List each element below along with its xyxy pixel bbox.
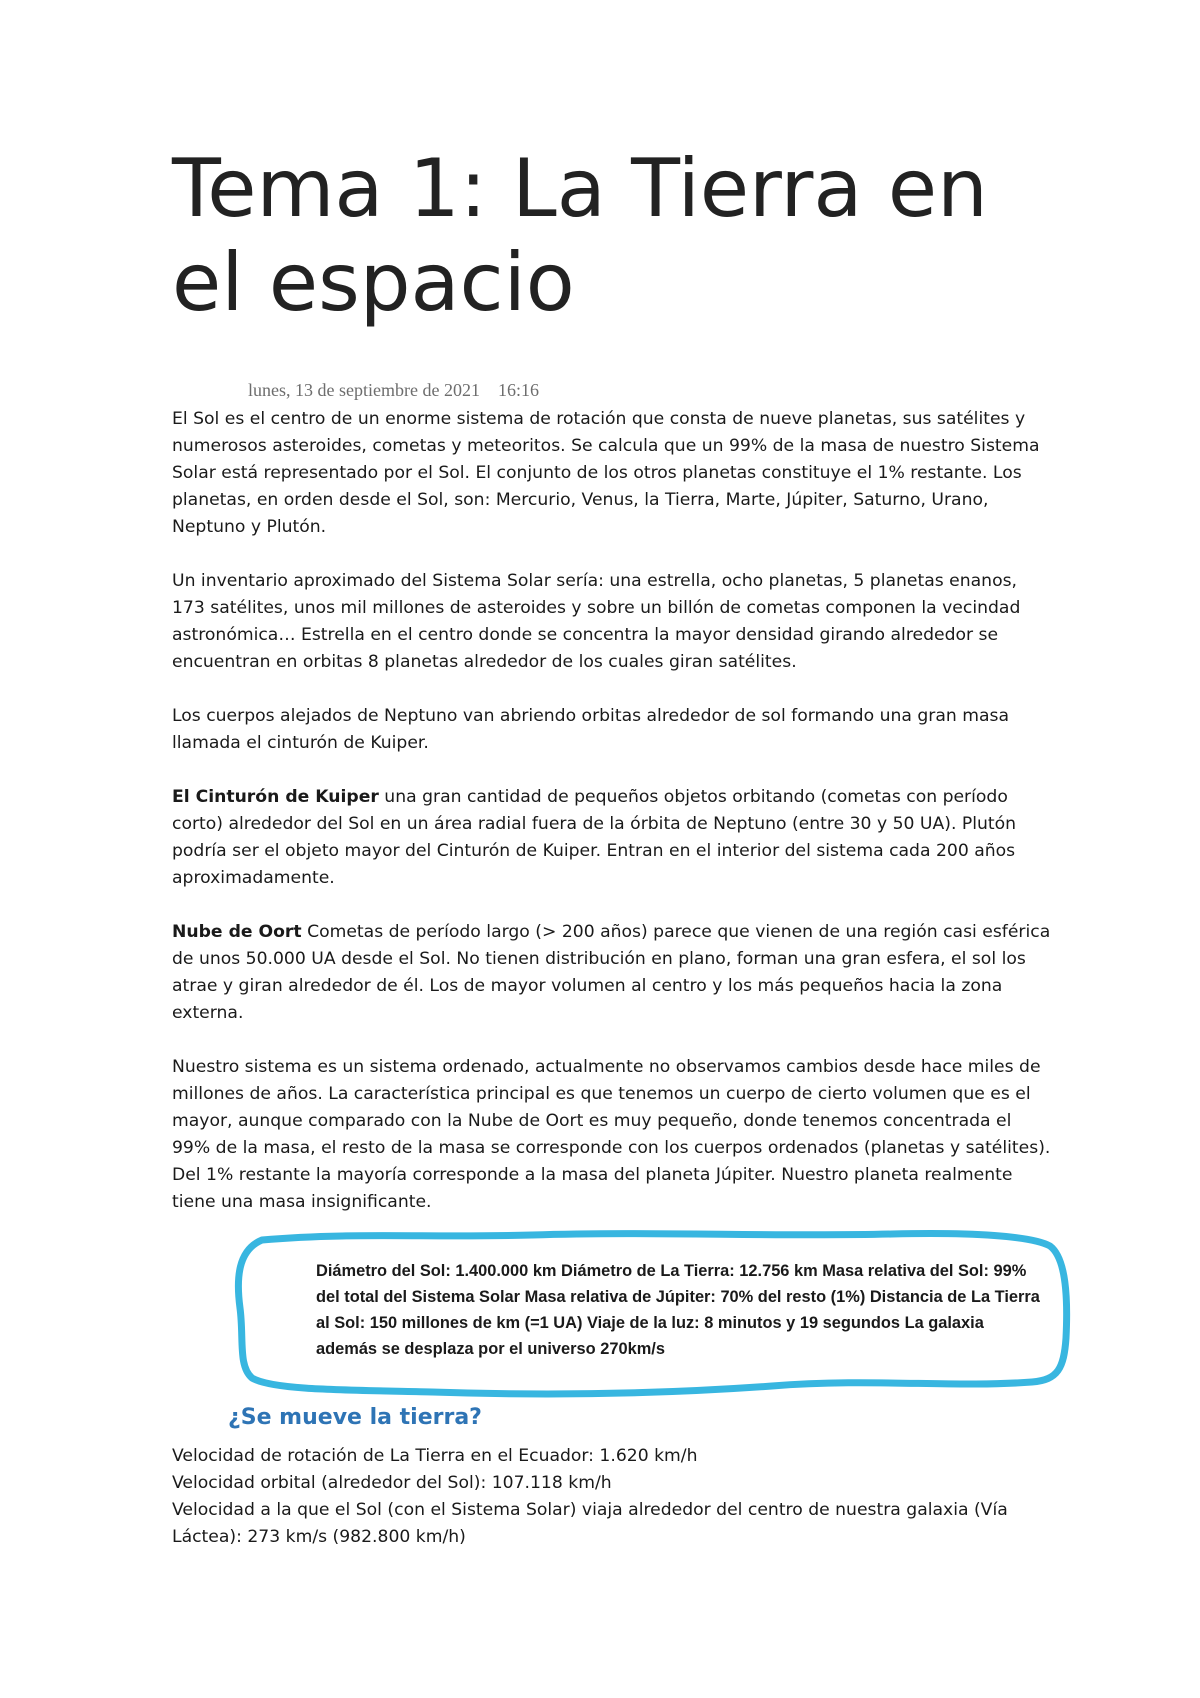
paragraph-solar-system: El Sol es el centro de un enorme sistema de rotación que consta de nueve planetas, sus satélites y numerosos asteroides, cometas y meteoritos. Se calcula que un 99% de la masa de nuestro Sistema Solar está representado por el Sol. El conjunto de los otros planetas constituye el 1% restante. Los planetas, en orden desde el Sol, son: Mercurio, Venus, la Tierra, Marte, Júpiter, Saturno, Urano, Neptuno y Plutón. <box>172 409 1040 537</box>
term-oort-cloud: Nube de Oort <box>172 922 302 942</box>
facts-text: Diámetro del Sol: 1.400.000 km Diámetro de La Tierra: 12.756 km Masa relativa del Sol: 99% del total del Sistema Solar Masa relativa de Júpiter: 70% del resto (1%) Distancia de La Tierra al Sol: 150 millones de km (=1 UA) Viaje de la luz: 8 minutos y 19 segundos La galaxia además se desplaza por el universo 270km/s <box>316 1262 1040 1358</box>
term-kuiper-belt: El Cinturón de Kuiper <box>172 787 379 807</box>
kuiper-belt-description: una gran cantidad de pequeños objetos orbitando (cometas con período corto) alrededor del Sol en un área radial fuera de la órbita de Neptuno (entre 30 y 50 UA). Plutón podría ser el objeto mayor del Cinturón de Kuiper. Entran en el interior del sistema cada 200 años aproximadamente. <box>172 787 1017 888</box>
note-date: lunes, 13 de septiembre de 2021 <box>248 380 480 400</box>
speed-rotation: Velocidad de rotación de La Tierra en el Ecuador: 1.620 km/h <box>172 1446 698 1466</box>
note-time: 16:16 <box>497 380 539 400</box>
body-content <box>172 406 1052 1243</box>
paragraph-neptune-bodies: Los cuerpos alejados de Neptuno van abriendo orbitas alrededor de sol formando una gran masa llamada el cinturón de Kuiper. <box>172 706 1009 753</box>
paragraph-inventory: Un inventario aproximado del Sistema Solar sería: una estrella, ocho planetas, 5 planetas enanos, 173 satélites, unos mil millones de asteroides y sobre un billón de cometas componen la vecindad astronómica… Estrella en el centro donde se concentra la mayor densidad girando alrededor se encuentran en orbitas 8 planetas alrededor de los cuales giran satélites. <box>172 571 1021 672</box>
oort-cloud-description: Cometas de período largo (> 200 años) parece que vienen de una región casi esférica de unos 50.000 UA desde el Sol. No tienen distribución en plano, forman una gran esfera, el sol los atrae y giran alrededor de él. Los de mayor volumen al centro y los más pequeños hacia la zona externa. <box>172 922 1051 1023</box>
paragraph-oort-cloud <box>172 919 1052 1027</box>
paragraph-ordered-system: Nuestro sistema es un sistema ordenado, actualmente no observamos cambios desde hace miles de millones de años. La característica principal es que tenemos un cuerpo de cierto volumen que es el mayor, aunque comparado con la Nube de Oort es muy pequeño, donde tenemos concentrada el 99% de la masa, el resto de la masa se corresponde con los cuerpos ordenados (planetas y satélites). Del 1% restante la mayoría corresponde a la masa del planeta Júpiter. Nuestro planeta realmente tiene una masa insignificante. <box>172 1057 1051 1212</box>
speed-orbital: Velocidad orbital (alrededor del Sol): 107.118 km/h <box>172 1473 612 1493</box>
speed-list <box>172 1443 1052 1551</box>
section-heading-earth-moves: ¿Se mueve la tierra? <box>228 1405 482 1430</box>
page-title: Tema 1: La Tierra en el espacio <box>172 142 988 329</box>
facts-callout <box>232 1228 1072 1400</box>
paragraph-kuiper-belt <box>172 784 1052 892</box>
note-timestamp <box>248 380 539 401</box>
speed-galactic: Velocidad a la que el Sol (con el Sistema Solar) viaja alrededor del centro de nuestra galaxia (Vía Láctea): 273 km/s (982.800 km/h) <box>172 1500 1008 1547</box>
